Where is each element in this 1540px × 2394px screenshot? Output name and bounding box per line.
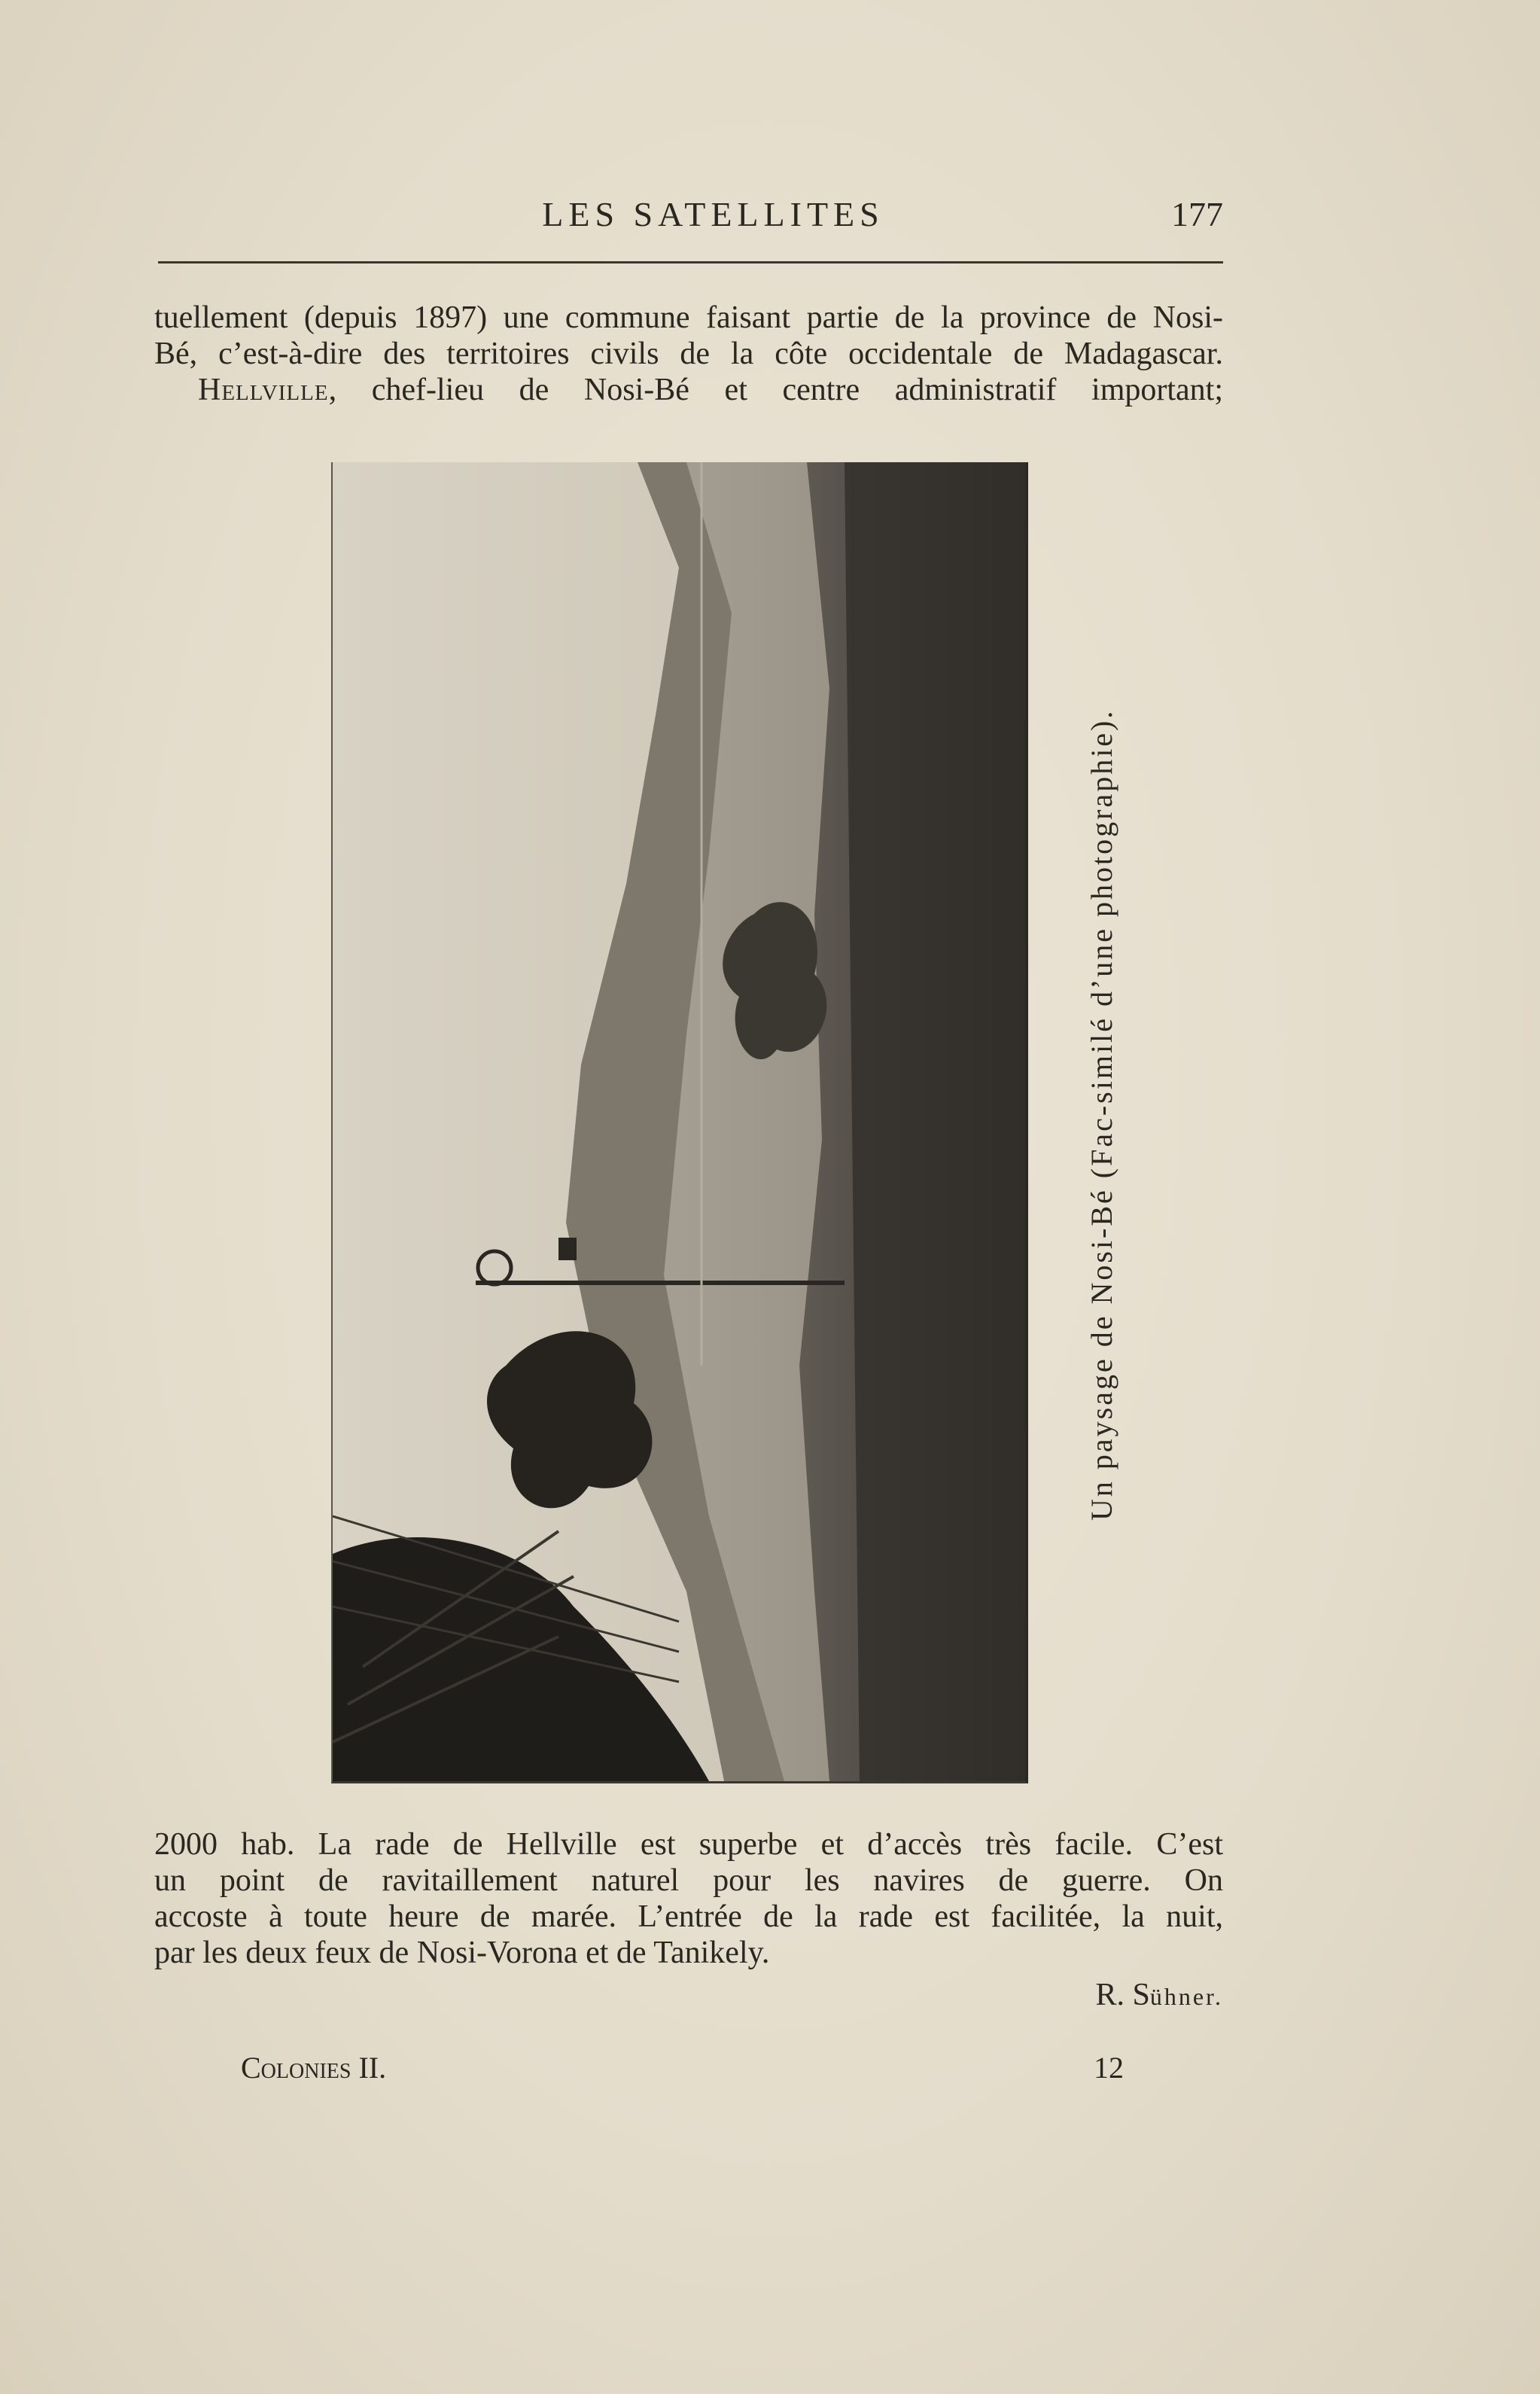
footer-left-text: Colonies II. xyxy=(241,2051,387,2085)
paragraph-2-line-2: un point de ravitaillement naturel pour les navires de guerre. On xyxy=(154,1863,1223,1898)
paragraph-2-line-4: par les deux feux de Nosi-Vorona et de Tanikely. xyxy=(154,1936,770,1970)
figure-caption: Un paysage de Nosi-Bé (Fac-similé d’une photographie). xyxy=(1085,708,1118,1521)
signature-initial: R. S xyxy=(1095,1978,1150,2012)
footer-collection-title xyxy=(241,2050,386,2085)
paragraph-2-line-1: 2000 hab. La rade de Hellville est superbe et d’accès très facile. C’est xyxy=(154,1827,1223,1862)
paragraph-1-line-1: tuellement (depuis 1897) une commune faisant partie de la province de Nosi- xyxy=(154,300,1223,335)
paragraph-1-line-3-rest: , chef-lieu de Nosi-Bé et centre administratif important; xyxy=(328,373,1223,407)
paragraph-1-line-2: Bé, c’est-à-dire des territoires civils de la côte occidentale de Madagascar. xyxy=(154,337,1223,371)
running-title: LES SATELLITES xyxy=(542,195,884,233)
landscape-photograph xyxy=(331,462,1028,1783)
footer-signature-mark: 12 xyxy=(1094,2051,1124,2085)
photograph-illustration xyxy=(333,462,1025,1781)
header-rule xyxy=(158,261,1223,263)
author-signature xyxy=(1096,1977,1223,2013)
signature-name: ühner. xyxy=(1149,1983,1223,2010)
paragraph-2-line-3: accoste à toute heure de marée. L’entrée de la rade est facilitée, la nuit, xyxy=(154,1899,1223,1934)
place-name-hellville: Hellville xyxy=(198,373,329,407)
running-head xyxy=(158,194,1223,239)
paragraph-1-line-3 xyxy=(154,372,1223,408)
page-number: 177 xyxy=(1171,195,1223,233)
